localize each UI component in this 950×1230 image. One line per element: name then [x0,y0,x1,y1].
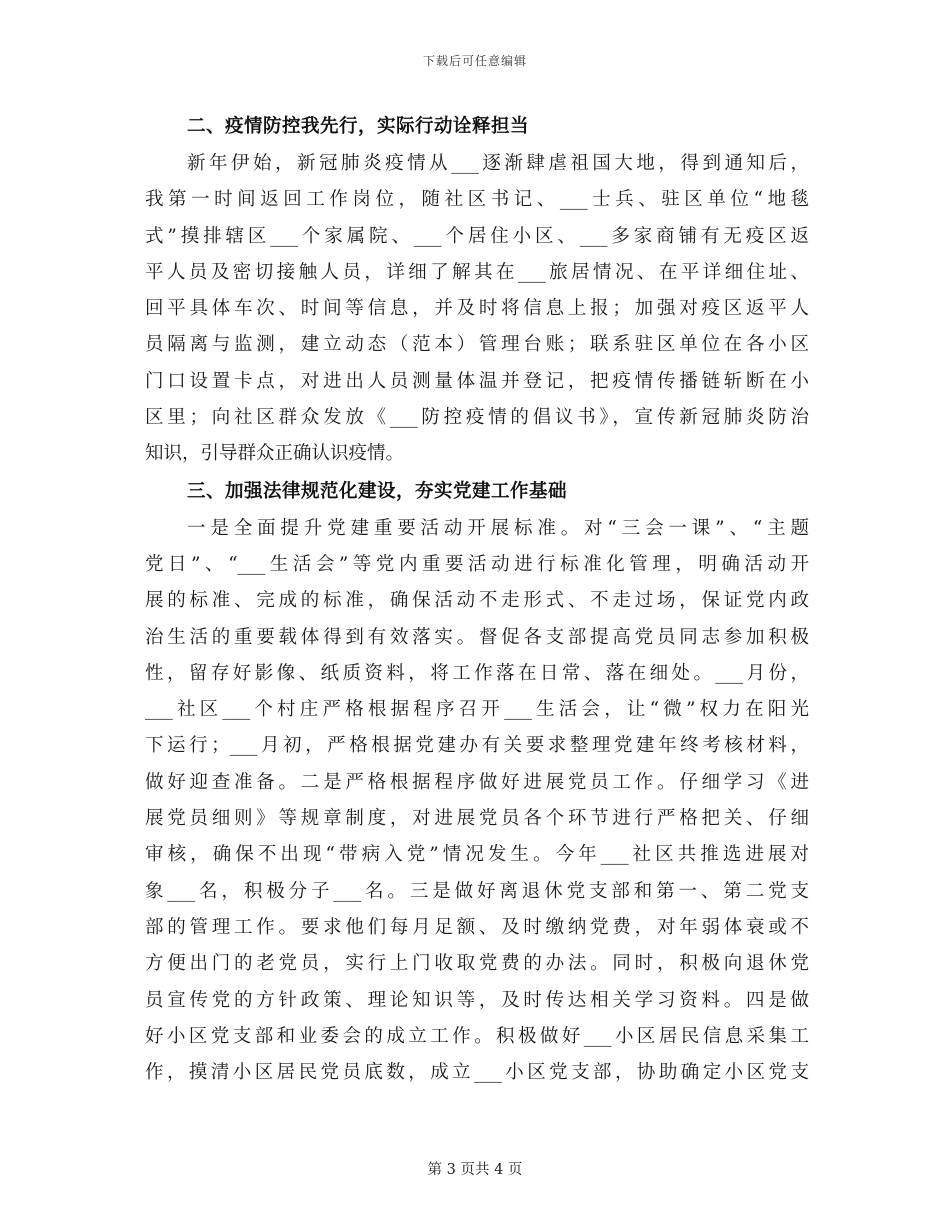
paragraph-line: 知识，引导群众正确认识疫情。 [145,443,405,465]
paragraph-line: 一是全面提升党建重要活动开展标准。对“三会一课”、“主题 [187,517,809,539]
paragraph-line: 性，留存好影像、纸质资料，将工作落在日常、落在细处。___月份， [145,662,809,684]
paragraph-line: 审核，确保不出现“带病入党”情况发生。今年___社区共推选进展对 [145,844,809,866]
document-body [145,108,809,1091]
page-number-footer: 第 3 页共 4 页 [427,1162,523,1178]
paragraph-line: 我第一时间返回工作岗位，随社区书记、___士兵、驻区单位“地毯 [145,189,809,211]
paragraph-line: 门口设置卡点，对进出人员测量体温并登记，把疫情传播链斩断在小 [145,370,809,392]
page-header-note: 下载后可任意编辑 [422,54,527,68]
paragraph-line: 式”摸排辖区___个家属院、___个居住小区、___多家商铺有无疫区返 [145,225,809,247]
paragraph-line: 展党员细则》等规章制度，对进展党员各个环节进行严格把关、仔细 [145,808,809,830]
paragraph-line: 方便出门的老党员，实行上门收取党费的办法。同时，积极向退休党 [145,953,809,975]
paragraph-line: 平人员及密切接触人员，详细了解其在___旅居情况、在平详细住址、 [145,261,809,283]
paragraph-line: ___社区___个村庄严格根据程序召开___生活会，让“微”权力在阳光 [145,699,809,721]
paragraph-epidemic [145,146,809,473]
paragraph-line: 区里；向社区群众发放《___防控疫情的倡议书》，宣传新冠肺炎防治 [145,407,809,429]
section-heading-epidemic: 二、疫情防控我先行，实际行动诠释担当 [187,116,530,137]
paragraph-line: 作，摸清小区居民党员底数，成立___小区党支部，协助确定小区党支 [145,1062,809,1084]
paragraph-line: 党日”、“___生活会”等党内重要活动进行标准化管理，明确活动开 [145,553,809,575]
paragraph-party-building [145,511,809,1092]
paragraph-line: 象___名，积极分子___名。三是做好离退休党支部和第一、第二党支 [145,880,809,902]
paragraph-line: 治生活的重要载体得到有效落实。督促各支部提高党员同志参加积极 [145,626,809,648]
paragraph-line: 员隔离与监测，建立动态（范本）管理台账；联系驻区单位在各小区 [145,334,809,356]
paragraph-line: 新年伊始，新冠肺炎疫情从___逐渐肆虐祖国大地，得到通知后， [187,153,809,174]
paragraph-line: 好小区党支部和业委会的成立工作。积极做好___小区居民信息采集工 [145,1025,809,1047]
paragraph-line: 部的管理工作。要求他们每月足额、及时缴纳党费，对年弱体衰或不 [145,916,809,938]
paragraph-line: 回平具体车次、时间等信息，并及时将信息上报；加强对疫区返平人 [145,298,809,320]
paragraph-line: 下运行；___月初，严格根据党建办有关要求整理党建年终考核材料， [145,735,809,757]
section-heading-party-building: 三、加强法律规范化建设，夯实党建工作基础 [187,480,568,502]
paragraph-line: 员宣传党的方针政策、理论知识等，及时传达相关学习资料。四是做 [145,989,809,1011]
paragraph-line: 展的标准、完成的标准，确保活动不走形式、不走过场，保证党内政 [145,590,809,612]
paragraph-line: 做好迎查准备。二是严格根据程序做好进展党员工作。仔细学习《进 [145,771,809,793]
